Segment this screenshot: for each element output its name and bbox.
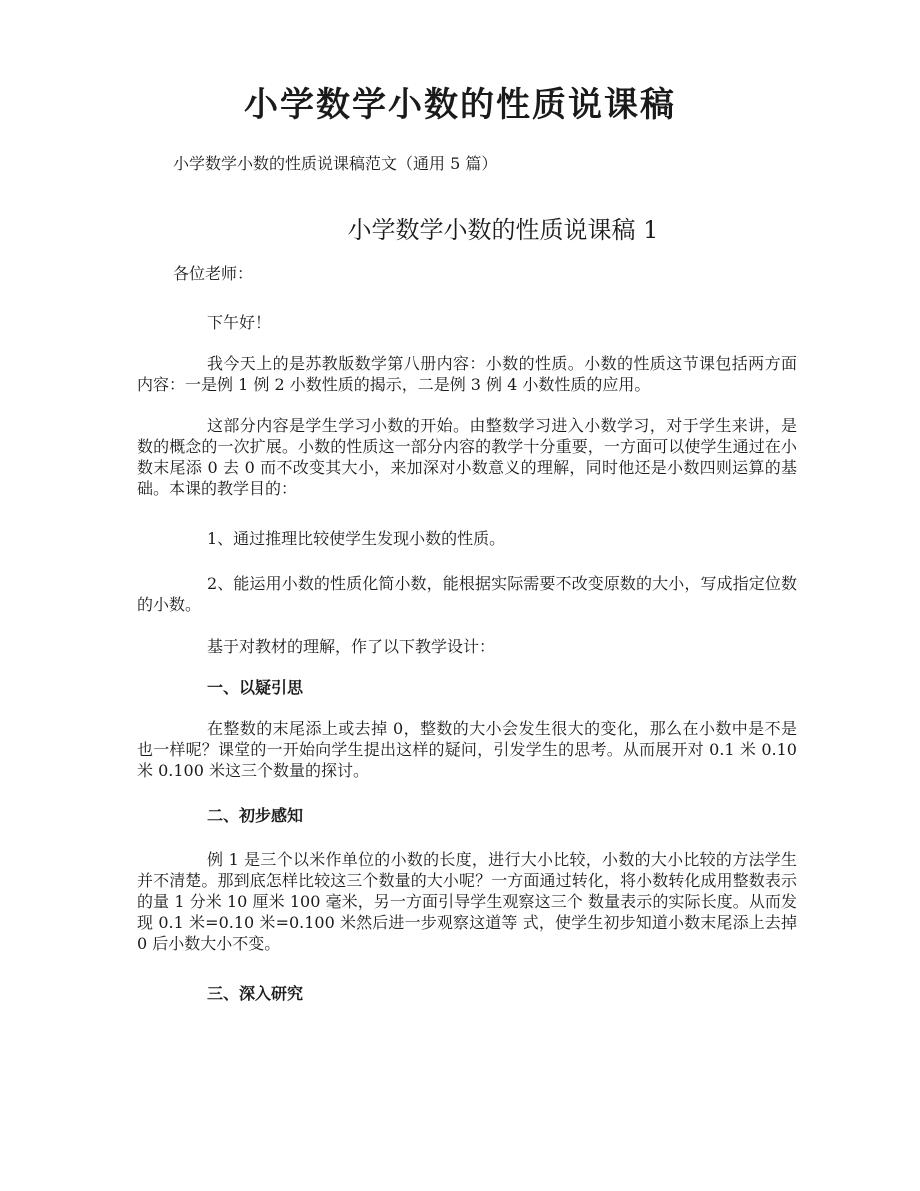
paragraph-two: 例 1 是三个以米作单位的小数的长度，进行大小比较，小数的大小比较的方法学生并不清楚。那到底怎样比较这三个数量的大小呢？一方面通过转化，将小数转化成用整数表示的量 1 分米 10 厘米 100 毫米，另一方面引导学生观察这三个 数量表示的实际长度。从而发现 0.1 米=0.10 米=0.100 米然后进一步观察这道等 式，使学生初步知道小数末尾添上去掉 0 后小数大小不变。 (137, 850, 797, 953)
subtitle: 小学数学小数的性质说课稿范文（通用 5 篇） (173, 154, 498, 173)
section-title: 小学数学小数的性质说课稿 1 (347, 216, 659, 244)
paragraph-intro: 我今天上的是苏教版数学第八册内容：小数的性质。小数的性质这节课包括两方面内容：一是例 1 例 2 小数性质的揭示，二是例 3 例 4 小数性质的应用。 (137, 354, 797, 394)
heading-three: 三、深入研究 (207, 984, 304, 1003)
heading-two: 二、初步感知 (207, 806, 304, 825)
greeting: 各位老师： (173, 264, 254, 283)
goal-2: 2、能运用小数的性质化简小数，能根据实际需要不改变原数的大小，写成指定位数的小数。 (137, 574, 797, 614)
paragraph-hello: 下午好！ (207, 313, 272, 332)
page-title: 小学数学小数的性质说课稿 (244, 85, 676, 125)
paragraph-design: 基于对教材的理解，作了以下教学设计： (207, 637, 496, 656)
paragraph-content: 这部分内容是学生学习小数的开始。由整数学习进入小数学习，对于学生来讲，是数的概念的一次扩展。小数的性质这一部分内容的教学十分重要，一方面可以使学生通过在小数末尾添 0 去 0 而不改变其大小，来加深对小数意义的理解，同时他还是小数四则运算的基础。本课的教学目的： (137, 416, 797, 498)
goal-1: 1、通过推理比较使学生发现小数的性质。 (207, 529, 506, 548)
heading-one: 一、以疑引思 (207, 678, 304, 697)
paragraph-one: 在整数的末尾添上或去掉 0，整数的大小会发生很大的变化，那么在小数中是不是也一样呢？课堂的一开始向学生提出这样的疑问，引发学生的思考。从而展开对 0.1 米 0.10 米 0.100 米这三个数量的探讨。 (137, 719, 797, 780)
